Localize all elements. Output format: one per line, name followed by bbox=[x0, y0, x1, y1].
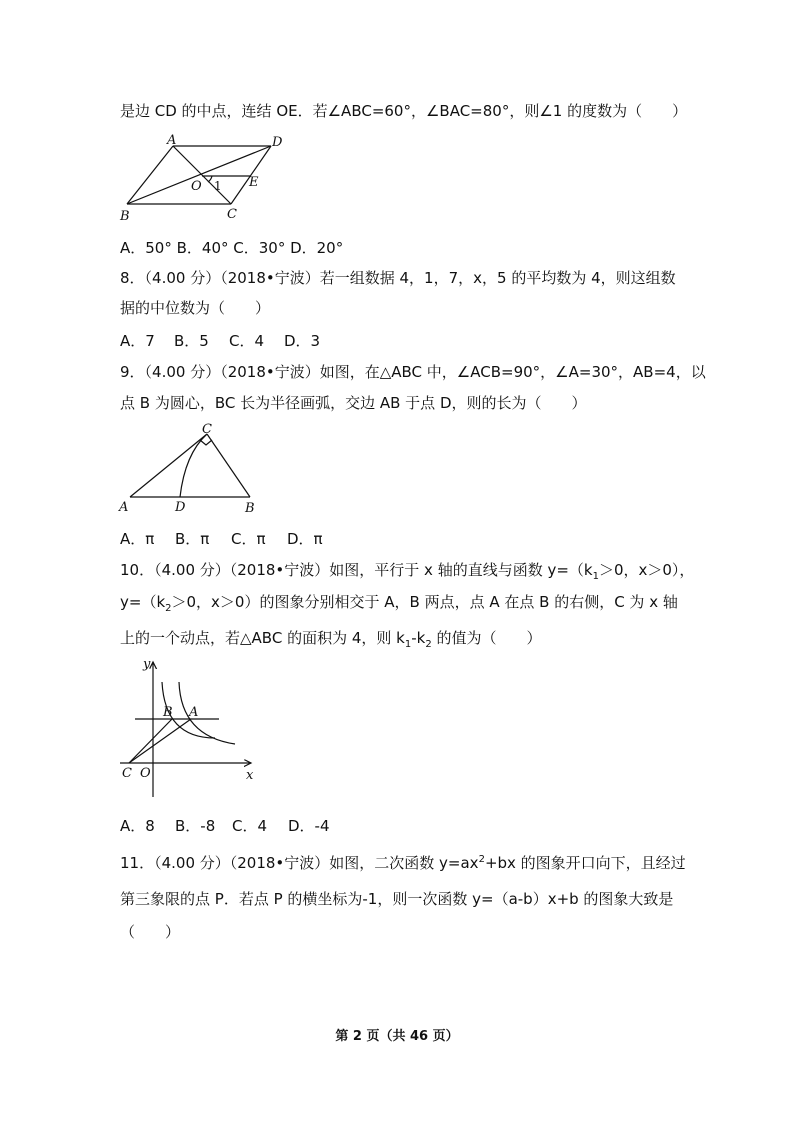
q10-curve-k1 bbox=[179, 682, 235, 744]
q8-option-b: B．5 bbox=[174, 332, 209, 350]
q11-stem-line-3: （ ） bbox=[120, 923, 181, 941]
q9-label-d: D bbox=[175, 500, 186, 515]
q7-angle-1-arc bbox=[208, 176, 212, 182]
q7-label-c: C bbox=[227, 207, 237, 222]
q8-stem-line-2: 据的中位数为（ ） bbox=[120, 299, 271, 317]
q7-parallelogram-figure bbox=[115, 132, 290, 224]
q10-label-x: x bbox=[246, 768, 254, 783]
q9-option-d: D．π bbox=[287, 530, 323, 548]
q7-label-a: A bbox=[167, 133, 177, 148]
q10-stem-line-3: 上的一个动点，若△ABC 的面积为 4，则 $k_1-k_2$ 的值为（ ） bbox=[120, 629, 542, 650]
q10-label-b: B bbox=[163, 705, 173, 720]
q9-segment-cb bbox=[207, 434, 250, 497]
q9-stem-line-1: 9．（4.00 分）（2018•宁波）如图，在△ABC 中，∠ACB=90°，∠A=30°，AB=4，以 bbox=[120, 363, 706, 381]
q10-stem-line-2: $y=(k_2>0$，x＞0）的图象分别相交于 A，B 两点，点 A 在点 B 的右侧，C 为 x 轴 bbox=[120, 593, 678, 614]
q7-label-e: E bbox=[249, 175, 259, 190]
q10-segment-cb bbox=[129, 719, 172, 763]
q7-label-d: D bbox=[272, 135, 283, 150]
q9-triangle-figure bbox=[115, 420, 265, 518]
q10-option-b: B．-8 bbox=[175, 817, 216, 835]
q9-segment-ac bbox=[130, 434, 207, 497]
q10-graph-figure bbox=[115, 652, 260, 802]
q9-option-c: C．π bbox=[231, 530, 266, 548]
q9-option-a: A．π bbox=[120, 530, 155, 548]
page-footer: 第 2 页（共 46 页） bbox=[335, 1029, 459, 1044]
q7-stem-line: 是边 CD 的中点，连结 OE．若∠ABC=60°，∠BAC=80°，则∠1 的度数为（ ） bbox=[120, 102, 688, 120]
q9-arc-cd bbox=[180, 434, 207, 497]
q11-stem-line-1: 11．（4.00 分）（2018•宁波）如图，二次函数 $y=ax^2+bx$ 的图象开口向下，且经过 bbox=[120, 854, 686, 872]
q9-option-b: B．π bbox=[175, 530, 210, 548]
q9-right-angle-mark bbox=[200, 440, 212, 445]
q10-option-d: D．-4 bbox=[288, 817, 330, 835]
q7-diagonal-ac bbox=[173, 146, 231, 204]
q10-options bbox=[120, 816, 330, 836]
q10-label-o: O bbox=[140, 766, 151, 781]
q7-label-1: 1 bbox=[214, 179, 222, 193]
q9-label-b: B bbox=[245, 501, 255, 516]
q9-label-c: C bbox=[202, 422, 212, 437]
q9-options bbox=[120, 529, 323, 549]
q8-stem-line-1: 8．（4.00 分）（2018•宁波）若一组数据 4，1，7，x，5 的平均数为 4，则这组数 bbox=[120, 269, 676, 287]
q8-option-a: A．7 bbox=[120, 332, 155, 350]
q11-stem-line-2: 第三象限的点 P．若点 P 的横坐标为-1，则一次函数 y=（a-b）x+b 的图象大致是 bbox=[120, 890, 674, 908]
q7-label-b: B bbox=[120, 209, 130, 224]
q10-label-y: y bbox=[143, 657, 151, 672]
q10-option-c: C．4 bbox=[232, 817, 268, 835]
q10-segment-ca bbox=[129, 719, 191, 763]
q10-label-c: C bbox=[122, 766, 132, 781]
q9-stem-line-2: 点 B 为圆心，BC 长为半径画弧，交边 AB 于点 D，则的长为（ ） bbox=[120, 394, 587, 412]
q8-option-c: C．4 bbox=[229, 332, 265, 350]
q7-label-o: O bbox=[191, 179, 202, 194]
q8-options bbox=[120, 331, 320, 351]
q10-label-a: A bbox=[189, 705, 199, 720]
q8-option-d: D．3 bbox=[284, 332, 321, 350]
q7-options: A．50° B．40° C．30° D．20° bbox=[120, 239, 344, 257]
q10-option-a: A．8 bbox=[120, 817, 155, 835]
q9-label-a: A bbox=[119, 500, 129, 515]
q10-stem-line-1: 10．（4.00 分）（2018•宁波）如图，平行于 x 轴的直线与函数 $y=(k_1>0$，x＞0）， bbox=[120, 561, 695, 582]
